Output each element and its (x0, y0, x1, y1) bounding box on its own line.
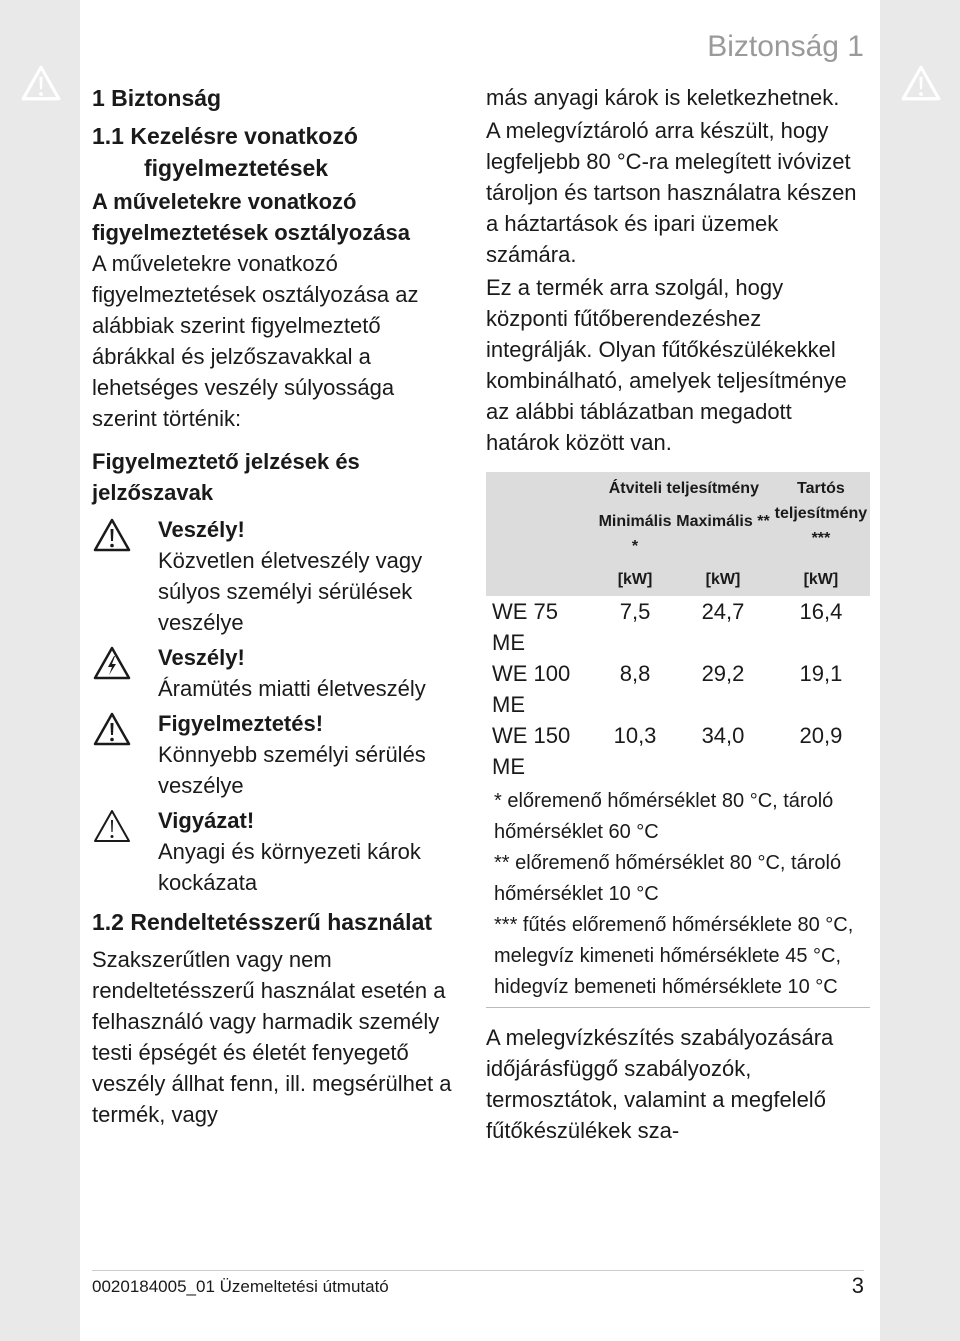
right-margin-strip (880, 0, 960, 1341)
paragraph-integration: Ez a termék arra szolgál, hogy központi fűtőberendezéshez integrálják. Olyan fűtőkészülékekkel kombinálható, amelyek teljesítménye az alábbi táblázatban megadott határok között van. (486, 275, 847, 455)
table-cell-model: WE 100 ME (492, 661, 571, 717)
table-header-unit: [kW] (772, 563, 870, 596)
warning-text: Áramütés miatti életveszély (158, 676, 426, 701)
table-cell-model: WE 150 ME (492, 723, 571, 779)
electric-shock-icon (92, 645, 132, 681)
warning-caution (92, 708, 464, 801)
table-header-transfer: Átviteli teljesítmény (596, 472, 772, 505)
table-header-continuous: Tartós teljesítmény *** (772, 472, 870, 563)
paragraph-damage: más anyagi károk is keletkezhetnek. (486, 85, 840, 110)
footnote-1: * előremenő hőmérséklet 80 °C, tároló hőmérséklet 60 °C (494, 790, 834, 843)
table-cell-max: 29,2 (701, 661, 745, 686)
warning-text: Anyagi és környezeti károk kockázata (158, 839, 421, 895)
warning-title: Veszély! (158, 645, 245, 670)
warning-notice (92, 805, 464, 898)
warning-title: Veszély! (158, 517, 245, 542)
warning-icon (900, 64, 942, 102)
table-cell-max: 24,7 (701, 599, 745, 624)
chapter-heading: 1 Biztonság (92, 85, 222, 111)
performance-table (486, 472, 870, 1008)
table-row (486, 596, 870, 658)
table-cell-max: 34,0 (701, 723, 745, 748)
table-cell-min: 10,3 (613, 723, 657, 748)
warning-text: Közvetlen életveszély vagy súlyos személyi sérülések veszélye (158, 548, 423, 635)
table-header-unit: [kW] (674, 563, 772, 596)
table-cell-continuous: 20,9 (799, 723, 843, 748)
warning-danger (92, 514, 464, 638)
table-header-empty (486, 505, 596, 563)
table-row (486, 658, 870, 720)
paragraph-controllers: A melegvízkészítés szabályozására időjárásfüggő szabályozók, termosztátok, valamint a megfelelő fűtőkészülékek sza- (486, 1025, 834, 1143)
table-footnote-row (486, 782, 870, 1008)
page-footer (92, 1270, 864, 1298)
table-cell-min: 7,5 (619, 599, 651, 624)
right-column (486, 82, 870, 1146)
left-margin-strip (0, 0, 80, 1341)
warning-icon (20, 64, 62, 102)
table-footnotes (486, 782, 870, 1008)
table-header-unit: [kW] (596, 563, 674, 596)
table-cell-model: WE 75 ME (492, 599, 559, 655)
paragraph-intended-use: Szakszerűtlen vagy nem rendeltetésszerű használat esetén a felhasználó vagy harmadik személy testi épségét és életét fenyegető veszély állhat fenn, ill. megsérülhet a termék, vagy (92, 947, 452, 1127)
warning-icon (92, 517, 132, 553)
warning-title: Figyelmeztetés! (158, 711, 324, 736)
section-heading-1-1: 1.1 Kezelésre vonatkozó figyelmeztetések (92, 123, 358, 181)
table-row (486, 720, 870, 782)
section-heading-1-2: 1.2 Rendeltetésszerű használat (92, 909, 433, 935)
page-header-title: Biztonság 1 (707, 30, 864, 63)
warning-text: Könnyebb személyi sérülés veszélye (158, 742, 426, 798)
subheading-signal-words: Figyelmeztető jelzések és jelzőszavak (92, 449, 360, 505)
table-header-empty (486, 563, 596, 596)
warning-icon (92, 711, 132, 747)
table-header-max: Maximális ** (674, 505, 772, 563)
table-cell-min: 8,8 (619, 661, 651, 686)
document-reference: 0020184005_01 Üzemeltetési útmutató (92, 1277, 389, 1296)
table-cell-continuous: 19,1 (799, 661, 843, 686)
paragraph-storage: A melegvíztároló arra készült, hogy legfeljebb 80 °C-ra melegített ivóvizet tároljon és tartson használatra készen a háztartások és ipari üzemek számára. (486, 118, 857, 267)
footnote-2: ** előremenő hőmérséklet 80 °C, tároló hőmérséklet 10 °C (494, 852, 842, 905)
warning-electric-danger (92, 642, 464, 704)
left-column (92, 82, 464, 1130)
paragraph-classification: A műveletekre vonatkozó figyelmeztetések osztályozása az alábbiak szerint figyelmeztető ábrákkal és jelzőszavakkal a lehetséges veszély súlyossága szerint történik: (92, 251, 419, 431)
table-cell-continuous: 16,4 (799, 599, 843, 624)
page-number: 3 (851, 1273, 864, 1298)
warning-title: Vigyázat! (158, 808, 255, 833)
subheading-classification: A műveletekre vonatkozó figyelmeztetések osztályozása (92, 189, 410, 245)
warning-icon (92, 808, 132, 844)
table-header-min: Minimális * (596, 505, 674, 563)
table-header-empty (486, 472, 596, 505)
footnote-3: *** fűtés előremenő hőmérséklete 80 °C, melegvíz kimeneti hőmérséklete 45 °C, hidegvíz bemeneti hőmérséklete 10 °C (494, 914, 854, 998)
